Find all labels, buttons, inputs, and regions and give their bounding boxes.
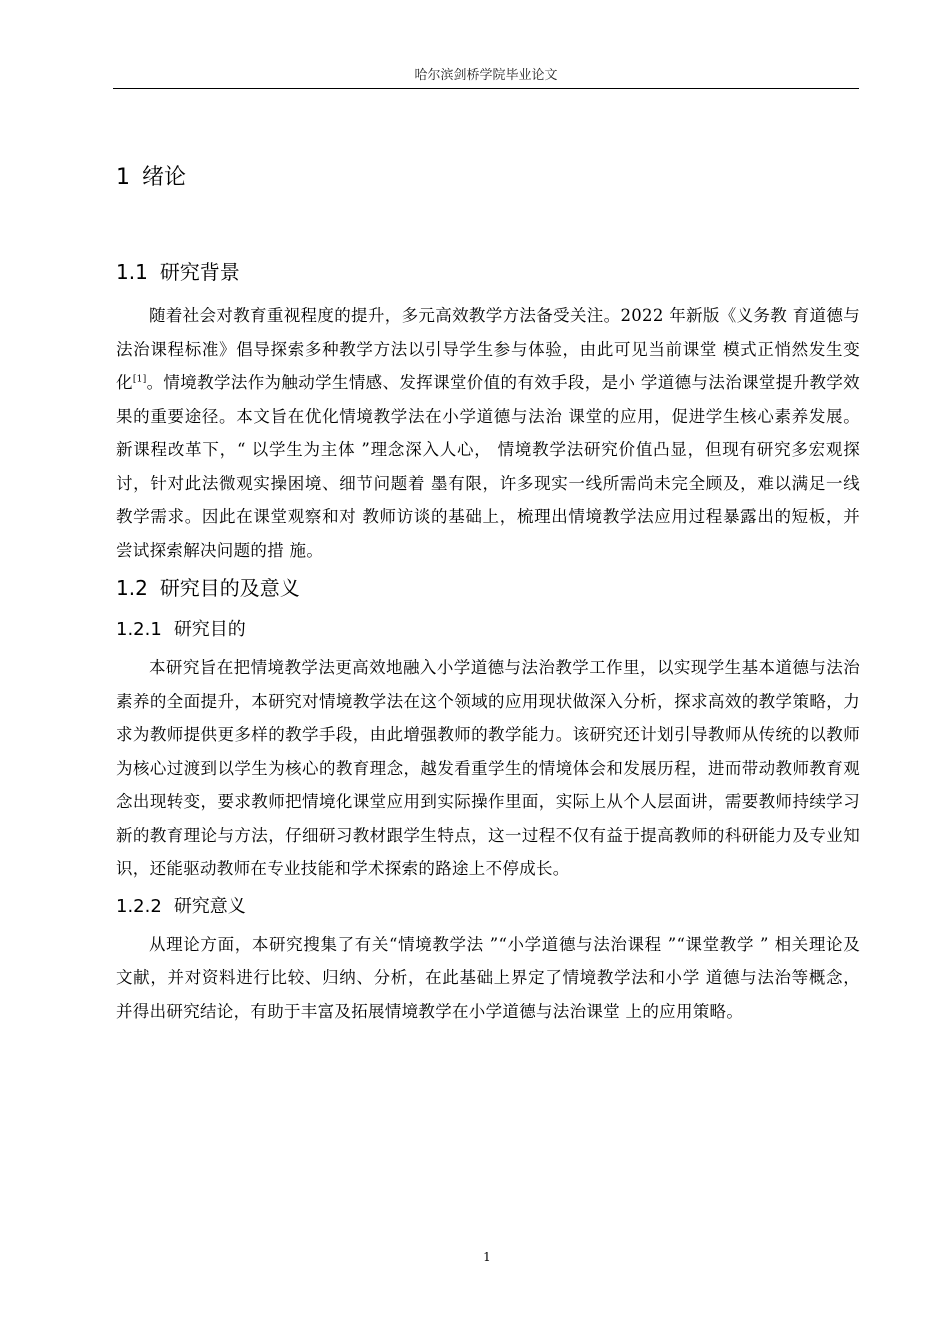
section-heading-1-2 [116, 571, 860, 605]
page-header: 哈尔滨剑桥学院毕业论文 [414, 68, 558, 83]
subsection-number: 1.2.1 [116, 619, 162, 640]
document-body [116, 160, 860, 1028]
chapter-title: 绪论 [142, 165, 187, 190]
subsection-title: 研究意义 [173, 895, 246, 917]
section-title: 研究背景 [159, 260, 240, 284]
citation-reference: [1] [132, 374, 147, 385]
subsection-title: 研究目的 [173, 619, 246, 640]
header-rule [113, 88, 859, 89]
page-number: 1 [483, 1250, 491, 1264]
subsection-number: 1.2.2 [116, 895, 162, 917]
section-heading-1-1 [116, 255, 860, 289]
paragraph-text: 。情境教学法作为触动学生情感、发挥课堂价值的有效手段，是小 学道德与法治课堂提升教学效果的重要途径。本文旨在优化情境教学法在小学道德与法治 课堂的应用，促进学生核心素养发展。新课程改革下，“ 以学生为主体 ”理念深入人心， 情境教学法研究价值凸显，但现有研究多宏观探讨，针对此法微观实操困境、细节问题着 墨有限，许多现实一线所需尚未完全顾及，难以满足一线教学需求。因此在课堂观察和对 教师访谈的基础上，梳理出情境教学法应用过程暴露出的短板，并尝试探索解决问题的措 施。 [116, 373, 860, 560]
section-number: 1.1 [116, 260, 148, 284]
paragraph-research-purpose: 本研究旨在把情境教学法更高效地融入小学道德与法治教学工作里，以实现学生基本道德与法治素养的全面提升，本研究对情境教学法在这个领域的应用现状做深入分析，探求高效的教学策略，力求为教师提供更多样的教学手段，由此增强教师的教学能力。该研究还计划引导教师从传统的以教师为核心过渡到以学生为核心的教育理念，越发看重学生的情境体会和发展历程，进而带动教师教育观念出现转变，要求教师把情境化课堂应用到实际操作里面，实际上从个人层面讲，需要教师持续学习新的教育理论与方法，仔细研习教材跟学生特点，这一过程不仅有益于提高教师的科研能力及专业知识，还能驱动教师在专业技能和学术探索的路途上不停成长。 [116, 658, 860, 878]
chapter-heading [116, 160, 860, 196]
section-number: 1.2 [116, 576, 148, 600]
chapter-number: 1 [116, 165, 130, 190]
section-title: 研究目的及意义 [159, 576, 300, 600]
subsection-heading-1-2-1 [116, 615, 860, 645]
paragraph-text: 随着社会对教育重视程度的提升，多元高效教学方法备受关注。2022 年新版《义务教 育道德与法治课程标准》倡导探索多种教学方法以引导学生参与体验，由此可见当前课堂 模式正悄然发生变化 [116, 306, 860, 392]
subsection-heading-1-2-2 [116, 892, 860, 922]
paragraph-research-background [116, 299, 860, 567]
paragraph-research-significance: 从理论方面，本研究搜集了有关“情境教学法 ”“小学道德与法治课程 ”“课堂教学 ” 相关理论及文献，并对资料进行比较、归纳、分析，在此基础上界定了情境教学法和小学 道德与法治等概念，并得出研究结论，有助于丰富及拓展情境教学在小学道德与法治课堂 上的应用策略。 [116, 934, 860, 1021]
